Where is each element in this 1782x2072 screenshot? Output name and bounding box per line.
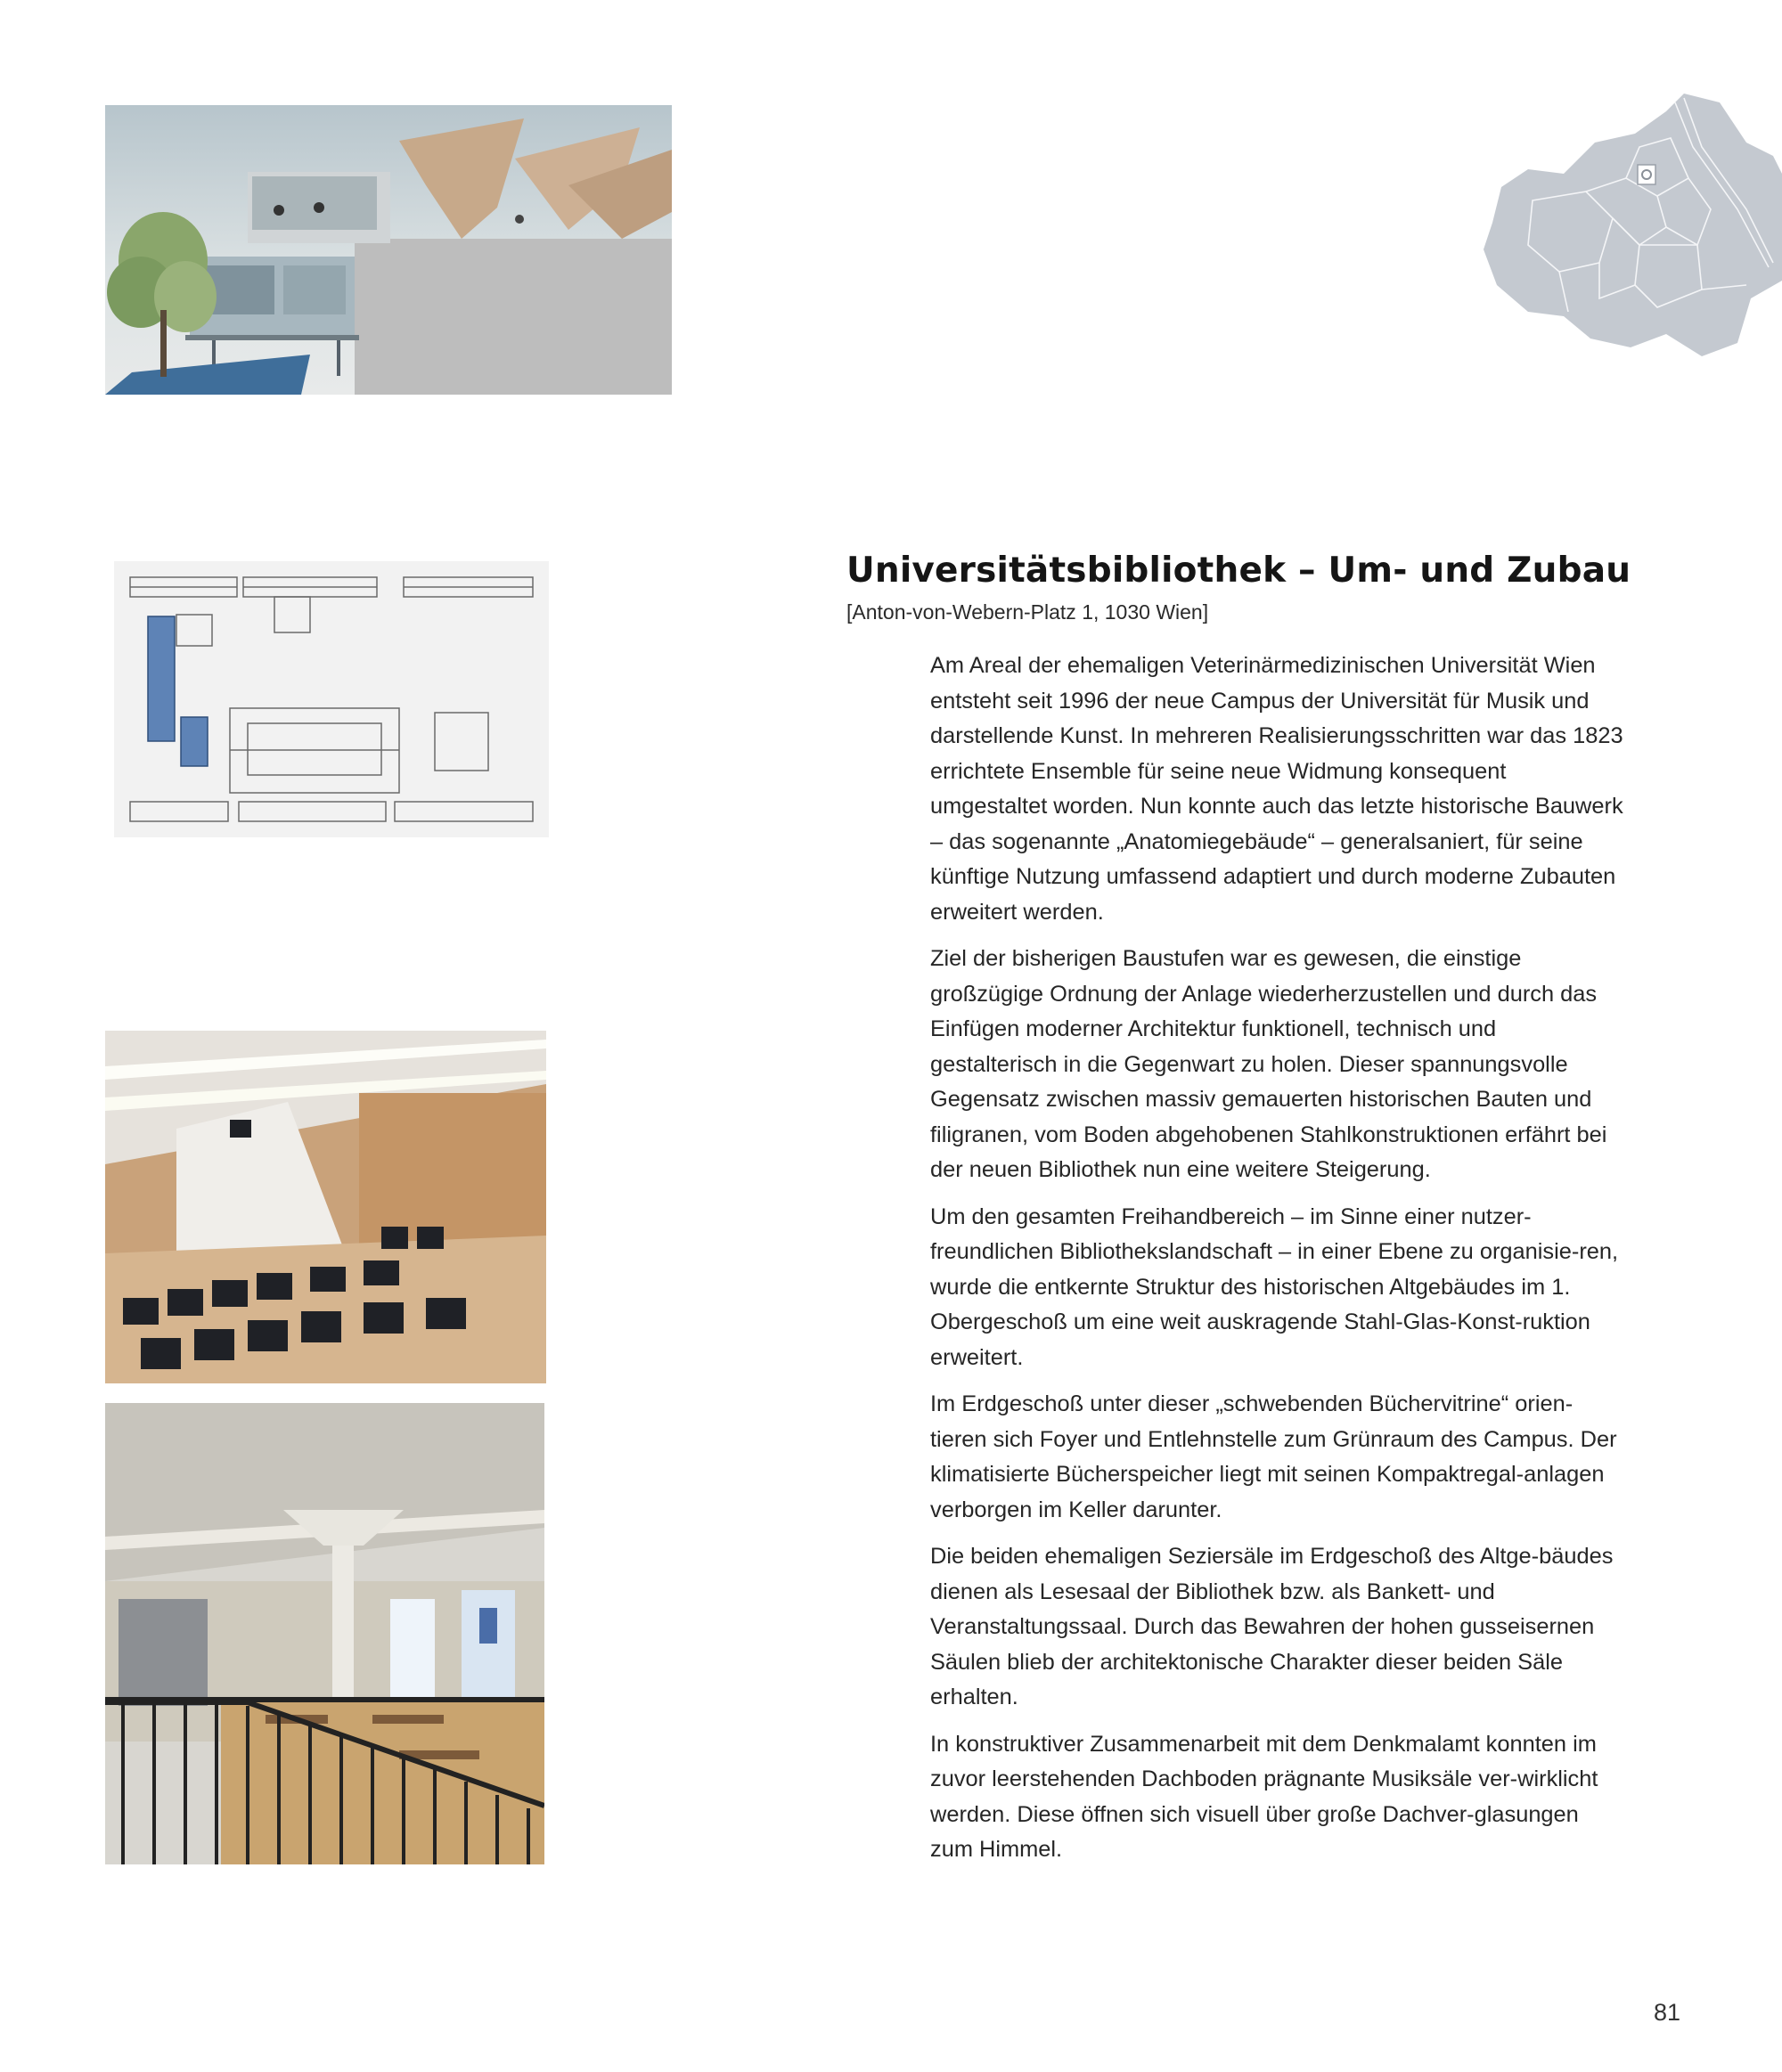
vienna-district-map [1479, 94, 1782, 361]
body-paragraph: Ziel der bisherigen Baustufen war es gewesen, die einstige großzügige Ordnung der Anlage wiederherzustellen und durch das Einfügen moderner Architektur funktionell, technisch und gestalterisch in die Gegenwart zu holen. Dieser spannungsvolle Gegensatz zwischen massiv gemauerten historischen Bauten und filigranen, vom Boden abgehobenen Stahlkonstruktionen erfährt bei der neuen Bibliothek nun eine weitere Steigerung. [930, 946, 1607, 1182]
article-title: Universitätsbibliothek – Um- und Zubau [846, 551, 1631, 591]
section-rendering-image [105, 105, 672, 395]
location-marker-icon [1638, 165, 1655, 184]
article-body [930, 649, 1625, 1880]
event-hall-photo [105, 1031, 546, 1383]
body-paragraph: Am Areal der ehemaligen Veterinärmedizinischen Universität Wien entsteht seit 1996 der neue Campus der Universität für Musik und darstellende Kunst. In mehreren Realisierungsschritten war das 1823 errichtete Ensemble für seine neue Widmung konsequent umgestaltet worden. Nun konnte auch das letzte historische Bauwerk – das sogenannte „Anatomiegebäude“ – generalsaniert, für seine künftige Nutzung umfassend adaptiert und durch moderne Zubauten erweitert werden. [930, 653, 1623, 925]
body-paragraph: In konstruktiver Zusammenarbeit mit dem Denkmalamt konnten im zuvor leerstehenden Dachboden prägnante Musiksäle ver-wirklicht werden. Diese öffnen sich visuell über große Dachver-glasungen zum Himmel. [930, 1731, 1598, 1862]
article-address: [Anton-von-Webern-Platz 1, 1030 Wien] [846, 600, 1209, 624]
body-paragraph: Im Erdgeschoß unter dieser „schwebenden Büchervitrine“ orien-tieren sich Foyer und Entlehnstelle zum Grünraum des Campus. Der klimatisierte Bücherspeicher liegt mit seinen Kompaktregal-anlagen verborgen im Keller darunter. [930, 1391, 1617, 1522]
reading-room-photo [105, 1403, 544, 1864]
page-number: 81 [1654, 1999, 1681, 2026]
body-paragraph: Um den gesamten Freihandbereich – im Sinne einer nutzer-freundlichen Bibliothekslandschaft – in einer Ebene zu organisie-ren, wurde die entkernte Struktur des historischen Altgebäudes im 1. Obergeschoß um eine weit auskragende Stahl-Glas-Konst-ruktion erweitert. [930, 1203, 1619, 1370]
site-plan-image [114, 561, 549, 837]
body-paragraph: Die beiden ehemaligen Seziersäle im Erdgeschoß des Altge-bäudes dienen als Lesesaal der Bibliothek bzw. als Bankett- und Veranstaltungssaal. Durch das Bewahren der hohen gusseisernen Säulen blieb der architektonische Charakter dieser beiden Säle erhalten. [930, 1544, 1614, 1709]
